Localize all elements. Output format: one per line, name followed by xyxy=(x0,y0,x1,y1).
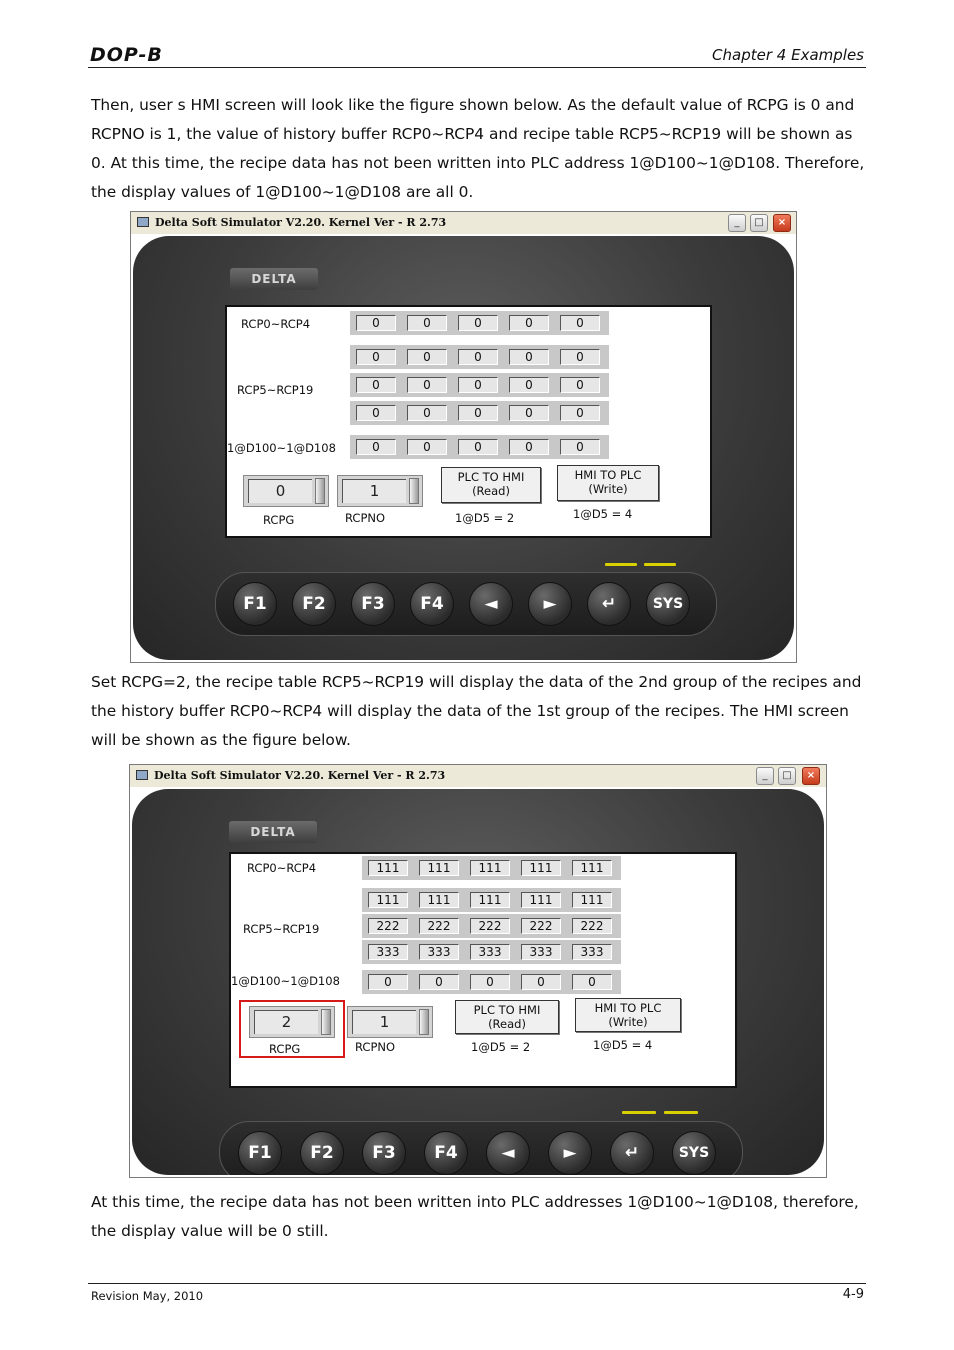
rcpno-value: 1 xyxy=(342,479,406,503)
plc-to-hmi-read-button[interactable] xyxy=(441,467,541,503)
rcpg-input[interactable] xyxy=(243,475,329,507)
numeric-display-cell: 0 xyxy=(356,349,396,365)
label-rcp0-rcp4: RCP0~RCP4 xyxy=(247,861,317,875)
numeric-display-cell: 222 xyxy=(419,918,459,934)
window-title: Delta Soft Simulator V2.20. Kernel Ver - R 2.73 xyxy=(154,769,446,782)
numeric-display-cell: 222 xyxy=(470,918,510,934)
numeric-display-cell: 0 xyxy=(407,405,447,421)
numeric-display-cell: 0 xyxy=(458,315,498,331)
write-button-line1: HMI TO PLC xyxy=(574,468,642,482)
rcpno-spin-handle[interactable] xyxy=(409,478,419,504)
hmi-to-plc-write-button[interactable] xyxy=(575,998,681,1032)
footer-divider xyxy=(88,1283,866,1284)
history-buffer-row xyxy=(350,311,609,335)
rcpno-input[interactable] xyxy=(347,1006,433,1038)
numeric-display-cell: 0 xyxy=(356,405,396,421)
numeric-display-cell: 0 xyxy=(407,377,447,393)
write-status-text: 1@D5 = 4 xyxy=(573,507,633,521)
f3-key[interactable]: F3 xyxy=(362,1131,406,1175)
numeric-display-cell: 222 xyxy=(521,918,561,934)
f4-key[interactable]: F4 xyxy=(410,582,454,626)
numeric-display-cell: 0 xyxy=(560,439,600,455)
numeric-display-cell: 222 xyxy=(572,918,612,934)
write-button-line1: HMI TO PLC xyxy=(594,1001,662,1015)
app-icon xyxy=(137,217,149,227)
numeric-display-cell: 0 xyxy=(509,377,549,393)
write-button-line2: (Write) xyxy=(608,1015,648,1029)
numeric-display-cell: 0 xyxy=(509,315,549,331)
label-rcp0-rcp4: RCP0~RCP4 xyxy=(241,317,311,331)
f2-key[interactable]: F2 xyxy=(292,582,336,626)
numeric-display-cell: 0 xyxy=(509,439,549,455)
close-button[interactable]: × xyxy=(773,214,791,232)
numeric-display-cell: 0 xyxy=(368,974,408,990)
window-titlebar[interactable] xyxy=(130,765,826,787)
label-rcpno: RCPNO xyxy=(355,1040,396,1054)
numeric-display-cell: 333 xyxy=(368,944,408,960)
plc-to-hmi-read-button[interactable] xyxy=(455,1000,559,1034)
hmi-to-plc-write-button[interactable] xyxy=(557,465,659,501)
numeric-display-cell: 0 xyxy=(407,349,447,365)
f3-key[interactable]: F3 xyxy=(351,582,395,626)
numeric-display-cell: 0 xyxy=(458,377,498,393)
simulator-window-2 xyxy=(129,764,827,1178)
header-divider xyxy=(88,67,866,68)
label-rcp5-rcp19: RCP5~RCP19 xyxy=(243,922,320,936)
history-buffer-row xyxy=(362,856,621,880)
rcpg-spin-handle[interactable] xyxy=(315,478,325,504)
recipe-table-row xyxy=(350,401,609,425)
left-arrow-key[interactable]: ◄ xyxy=(469,582,513,626)
window-titlebar[interactable] xyxy=(131,212,796,234)
numeric-display-cell: 0 xyxy=(521,974,561,990)
recipe-table-row xyxy=(362,914,621,938)
numeric-display-cell: 0 xyxy=(560,405,600,421)
product-logo: DOP-B xyxy=(90,44,163,66)
recipe-table-row xyxy=(362,888,621,912)
numeric-display-cell: 0 xyxy=(356,377,396,393)
numeric-display-cell: 0 xyxy=(560,377,600,393)
read-button-line2: (Read) xyxy=(488,1017,526,1031)
delta-logo: DELTA xyxy=(230,268,318,290)
numeric-display-cell: 111 xyxy=(368,892,408,908)
numeric-display-cell: 0 xyxy=(509,349,549,365)
numeric-display-cell: 0 xyxy=(458,439,498,455)
numeric-display-cell: 0 xyxy=(407,315,447,331)
left-arrow-key[interactable]: ◄ xyxy=(486,1131,530,1175)
right-arrow-key[interactable]: ► xyxy=(548,1131,592,1175)
rcpg-value: 0 xyxy=(248,479,312,503)
numeric-display-cell: 111 xyxy=(419,860,459,876)
revision-date: Revision May, 2010 xyxy=(91,1289,204,1303)
numeric-display-cell: 222 xyxy=(368,918,408,934)
status-led-2 xyxy=(664,1111,698,1114)
f4-key[interactable]: F4 xyxy=(424,1131,468,1175)
numeric-display-cell: 111 xyxy=(521,892,561,908)
function-key-panel xyxy=(219,1121,743,1175)
paragraph-rcpg-set: Set RCPG=2, the recipe table RCP5~RCP19 will display the data of the 2nd group of the recipes and the history buffer RCP0~RCP4 will display the data of the 1st group of the recipes. The HMI screen will be shown as the figure below. xyxy=(91,673,862,749)
numeric-display-cell: 0 xyxy=(572,974,612,990)
minimize-button[interactable]: _ xyxy=(728,214,746,232)
read-button-line2: (Read) xyxy=(472,484,510,498)
read-button-line1: PLC TO HMI xyxy=(457,470,525,484)
numeric-display-cell: 333 xyxy=(470,944,510,960)
numeric-display-cell: 111 xyxy=(419,892,459,908)
hmi-bezel xyxy=(133,236,794,660)
numeric-display-cell: 111 xyxy=(572,892,612,908)
write-button-line2: (Write) xyxy=(588,482,628,496)
numeric-display-cell: 0 xyxy=(509,405,549,421)
label-d100-d108: 1@D100~1@D108 xyxy=(231,974,340,988)
numeric-display-cell: 0 xyxy=(560,349,600,365)
read-status-text: 1@D5 = 2 xyxy=(471,1040,531,1054)
window-title: Delta Soft Simulator V2.20. Kernel Ver - R 2.73 xyxy=(155,216,447,229)
label-rcp5-rcp19: RCP5~RCP19 xyxy=(237,383,314,397)
maximize-button[interactable]: □ xyxy=(778,767,796,785)
sys-key[interactable]: SYS xyxy=(672,1131,716,1175)
numeric-display-cell: 111 xyxy=(521,860,561,876)
f2-key[interactable]: F2 xyxy=(300,1131,344,1175)
status-led-1 xyxy=(622,1111,656,1114)
close-button[interactable]: × xyxy=(802,767,820,785)
hmi-screen xyxy=(229,852,737,1088)
f1-key[interactable]: F1 xyxy=(233,582,277,626)
rcpno-input[interactable] xyxy=(337,475,423,507)
plc-address-row xyxy=(350,435,609,459)
numeric-display-cell: 0 xyxy=(560,315,600,331)
chapter-title: Chapter 4 Examples xyxy=(712,46,864,64)
read-status-text: 1@D5 = 2 xyxy=(455,511,515,525)
delta-logo: DELTA xyxy=(229,821,317,843)
enter-key[interactable]: ↵ xyxy=(610,1131,654,1175)
hmi-screen xyxy=(225,305,712,538)
rcpno-spin-handle[interactable] xyxy=(419,1009,429,1035)
status-led-2 xyxy=(644,563,676,566)
recipe-table-row xyxy=(350,345,609,369)
function-key-panel xyxy=(215,572,717,636)
label-rcpg: RCPG xyxy=(269,1042,301,1056)
numeric-display-cell: 0 xyxy=(356,315,396,331)
numeric-display-cell: 111 xyxy=(368,860,408,876)
maximize-button[interactable]: □ xyxy=(750,214,768,232)
simulator-window-1 xyxy=(130,211,797,663)
hmi-bezel xyxy=(132,789,824,1175)
paragraph-intro: Then, user s HMI screen will look like the figure shown below. As the default value of RCPG is 0 and RCPNO is 1, the value of history buffer RCP0~RCP4 and recipe table RCP5~RCP19 will be shown as 0. At this time, the recipe data has not been written into PLC address 1@D100~1@D108. Therefore, the display values of 1@D100~1@D108 are all 0. xyxy=(91,96,865,201)
read-button-line1: PLC TO HMI xyxy=(473,1003,541,1017)
recipe-table-row xyxy=(350,373,609,397)
label-d100-d108: 1@D100~1@D108 xyxy=(227,441,336,455)
numeric-display-cell: 0 xyxy=(458,349,498,365)
enter-key[interactable]: ↵ xyxy=(587,582,631,626)
numeric-display-cell: 0 xyxy=(419,974,459,990)
sys-key[interactable]: SYS xyxy=(646,582,690,626)
numeric-display-cell: 333 xyxy=(419,944,459,960)
numeric-display-cell: 333 xyxy=(572,944,612,960)
plc-address-row xyxy=(362,970,621,994)
numeric-display-cell: 0 xyxy=(458,405,498,421)
numeric-display-cell: 0 xyxy=(356,439,396,455)
numeric-display-cell: 111 xyxy=(470,892,510,908)
write-status-text: 1@D5 = 4 xyxy=(593,1038,653,1052)
numeric-display-cell: 0 xyxy=(407,439,447,455)
numeric-display-cell: 333 xyxy=(521,944,561,960)
rcpg-value: 2 xyxy=(254,1010,318,1034)
label-rcpno: RCPNO xyxy=(345,511,386,525)
numeric-display-cell: 111 xyxy=(572,860,612,876)
recipe-table-row xyxy=(362,940,621,964)
rcpno-value: 1 xyxy=(352,1010,416,1034)
app-icon xyxy=(136,770,148,780)
page-number: 4-9 xyxy=(842,1287,864,1302)
minimize-button[interactable]: _ xyxy=(756,767,774,785)
f1-key[interactable]: F1 xyxy=(238,1131,282,1175)
right-arrow-key[interactable]: ► xyxy=(528,582,572,626)
status-led-1 xyxy=(605,563,637,566)
numeric-display-cell: 0 xyxy=(470,974,510,990)
paragraph-conclusion: At this time, the recipe data has not been written into PLC addresses 1@D100~1@D108, therefore, the display value will be 0 still. xyxy=(91,1193,859,1240)
numeric-display-cell: 111 xyxy=(470,860,510,876)
label-rcpg: RCPG xyxy=(263,513,295,527)
